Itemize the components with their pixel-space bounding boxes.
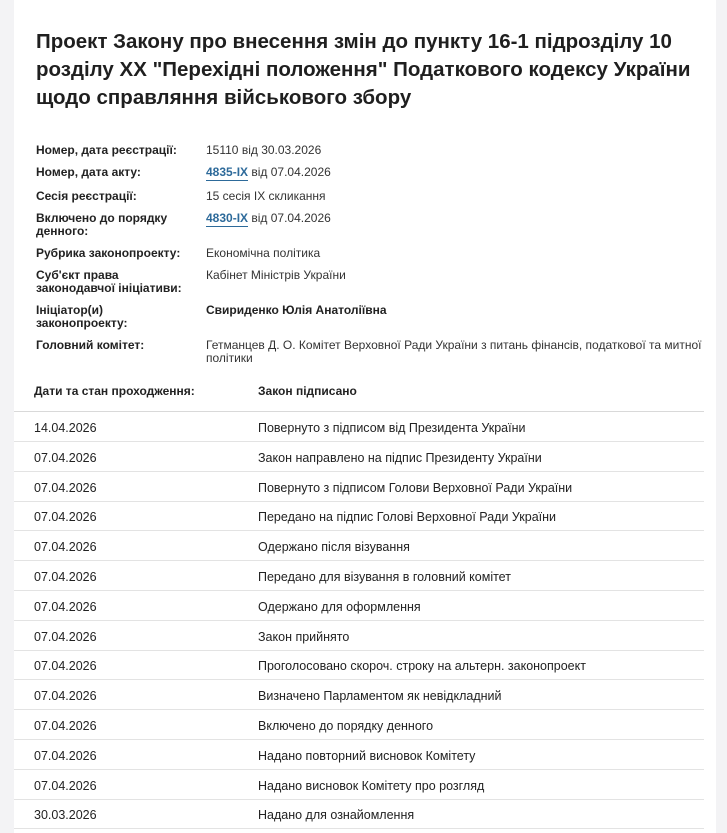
stage-date: 07.04.2026 (34, 570, 97, 584)
stage-date: 07.04.2026 (34, 599, 97, 614)
page-title: Проект Закону про внесення змін до пункту 16-1 підрозділу 10 розділу XX "Перехідні положення" Податкового кодексу України щодо справляння військового збору (36, 30, 691, 109)
table-row (14, 591, 704, 621)
stage-status: Надано висновок Комітету про розгляд (258, 778, 485, 793)
act-date: від 07.04.2026 (251, 165, 331, 179)
stage-date: 07.04.2026 (34, 719, 97, 733)
stage-date: 07.04.2026 (34, 480, 97, 495)
detail-label: Головний комітет: (36, 338, 145, 352)
table-row (14, 621, 704, 651)
stage-date: 30.03.2026 (34, 808, 97, 823)
stage-date: 07.04.2026 (34, 659, 97, 674)
detail-label: Суб'єкт права законодавчої ініціативи: (36, 268, 182, 295)
stages-table (0, 372, 727, 833)
agenda-number-link[interactable]: 4830-IX (206, 211, 249, 225)
stages-status-header: Закон підписано (258, 384, 357, 398)
stage-status: Включено до порядку денного (258, 719, 434, 733)
detail-label: Сесія реєстрації: (36, 189, 137, 203)
stage-status: Повернуто з підписом Голови Верховної Ради України (258, 480, 573, 495)
stage-status: Закон прийнято (258, 629, 350, 644)
stage-status: Повернуто з підписом від Президента України (258, 421, 526, 435)
detail-value: Гетманцев Д. О. Комітет Верховної Ради України з питань фінансів, податкової та митної політики (206, 338, 702, 365)
stage-status: Визначено Парламентом як невідкладний (258, 689, 502, 704)
agenda-date: від 07.04.2026 (251, 211, 331, 225)
detail-value: Економічна політика (206, 246, 321, 260)
table-row (14, 710, 704, 740)
act-number-link[interactable]: 4835-IX (206, 165, 249, 179)
detail-label: Ініціатор(и) законопроекту: (36, 303, 128, 330)
table-row (14, 650, 704, 680)
table-row (14, 561, 704, 591)
initiator-name[interactable]: Свириденко Юлія Анатоліївна (206, 303, 387, 317)
table-row (14, 740, 704, 770)
detail-label: Включено до порядку денного: (36, 211, 168, 238)
table-row (14, 799, 704, 829)
stage-status: Закон направлено на підпис Президенту України (258, 450, 542, 465)
table-row (14, 531, 704, 561)
stage-date: 07.04.2026 (34, 778, 97, 793)
stage-date: 07.04.2026 (34, 629, 97, 644)
table-row (14, 680, 704, 710)
stage-status: Проголосовано скороч. строку на альтерн. законопроект (258, 659, 586, 674)
stage-status: Одержано для оформлення (258, 599, 421, 614)
table-row (14, 442, 704, 472)
stage-status: Передано для візування в головний комітет (258, 570, 511, 584)
table-row (14, 501, 704, 531)
stage-date: 14.04.2026 (34, 421, 97, 435)
stage-status: Надано повторний висновок Комітету (258, 748, 476, 763)
stage-date: 07.04.2026 (34, 540, 97, 555)
table-row (14, 472, 704, 502)
stage-status: Одержано після візування (258, 540, 410, 555)
stages-header (14, 372, 704, 412)
table-row (14, 412, 704, 442)
stage-date: 07.04.2026 (34, 748, 97, 763)
detail-label: Номер, дата акту: (36, 165, 141, 179)
stages-date-header: Дати та стан проходження: (34, 384, 195, 398)
detail-label: Рубрика законопроекту: (36, 246, 181, 260)
detail-value: Кабінет Міністрів України (206, 268, 346, 282)
stage-status: Передано на підпис Голові Верховної Ради України (258, 510, 557, 525)
detail-label: Номер, дата реєстрації: (36, 143, 177, 157)
stage-date: 07.04.2026 (34, 450, 97, 465)
table-row (14, 770, 704, 800)
detail-value: 15 сесія IX скликання (206, 189, 326, 203)
stage-date: 07.04.2026 (34, 689, 97, 704)
stage-date: 07.04.2026 (34, 510, 97, 525)
detail-value: 15110 від 30.03.2026 (206, 143, 322, 157)
stage-status: Надано для ознайомлення (258, 808, 415, 823)
